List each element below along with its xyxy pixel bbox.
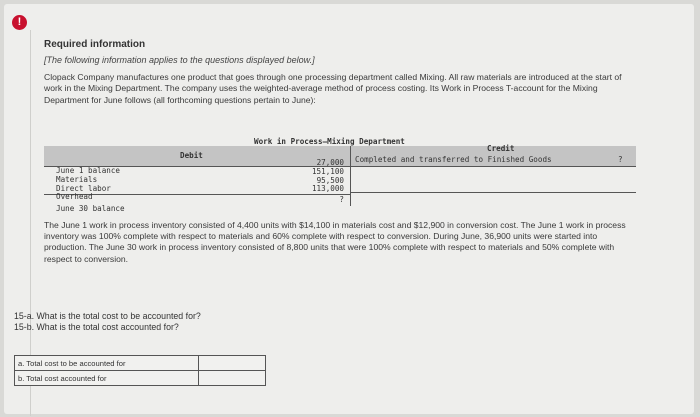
credit-total-rule — [350, 192, 636, 193]
t-account-divider — [350, 146, 351, 206]
answer-label: a. Total cost to be accounted for — [15, 356, 199, 371]
debit-value: 27,000 — [316, 158, 344, 167]
answer-b-cell[interactable] — [199, 371, 266, 386]
answer-table — [14, 355, 266, 386]
required-info-heading: Required information — [44, 39, 146, 50]
debit-value: ? — [339, 195, 344, 204]
debit-label: Materials — [56, 174, 98, 184]
debit-label: Direct labor — [56, 183, 111, 193]
credit-label: Completed and transferred to Finished Goods — [355, 155, 552, 164]
question-15b: 15-b. What is the total cost accounted for? — [14, 322, 179, 332]
answer-b-input[interactable] — [199, 372, 263, 384]
debit-value: 113,000 — [311, 184, 344, 194]
problem-paragraph-2: The June 1 work in process inventory consisted of 4,400 units with $14,100 in materials cost and $12,900 in conversion cost. The June 1 work in process inventory was 100% complete with respect to materials and 60% complete with respect to conversion. During June, 36,900 units were started into production. The June 30 work in process inventory consisted of 8,800 units that were 100% complete with respect to materials and 50% complete with respect to conversion. — [44, 220, 626, 264]
debit-value: 151,100 — [311, 166, 344, 176]
debit-value: 95,500 — [316, 175, 344, 185]
debit-label: Overhead — [56, 192, 93, 202]
t-account-title: Work in Process—Mixing Department — [254, 137, 405, 146]
credit-value: ? — [618, 155, 623, 164]
alert-icon: ! — [12, 15, 27, 30]
debit-label: June 1 balance — [56, 166, 121, 175]
answer-a-input[interactable] — [199, 357, 263, 369]
answer-label: b. Total cost accounted for — [15, 371, 199, 386]
answer-row — [15, 356, 266, 371]
debit-header: Debit — [180, 151, 203, 160]
questions-block — [14, 311, 201, 333]
debit-label: June 30 balance — [56, 204, 125, 213]
credit-header: Credit — [487, 144, 515, 153]
question-15a: 15-a. What is the total cost to be accounted for? — [14, 311, 201, 321]
answer-row — [15, 371, 266, 386]
intro-text: [The following information applies to the questions displayed below.] — [44, 55, 315, 65]
problem-paragraph-1: Clopack Company manufactures one product that goes through one processing department called Mixing. All raw materials are introduced at the start of work in the Mixing Department. The company uses the weighted-average method of process costing. Its Work in Process T-account for the Mixing Department for June follows (all forthcoming questions pertain to June): — [44, 72, 622, 105]
answer-a-cell[interactable] — [199, 356, 266, 371]
t-account — [44, 135, 636, 219]
